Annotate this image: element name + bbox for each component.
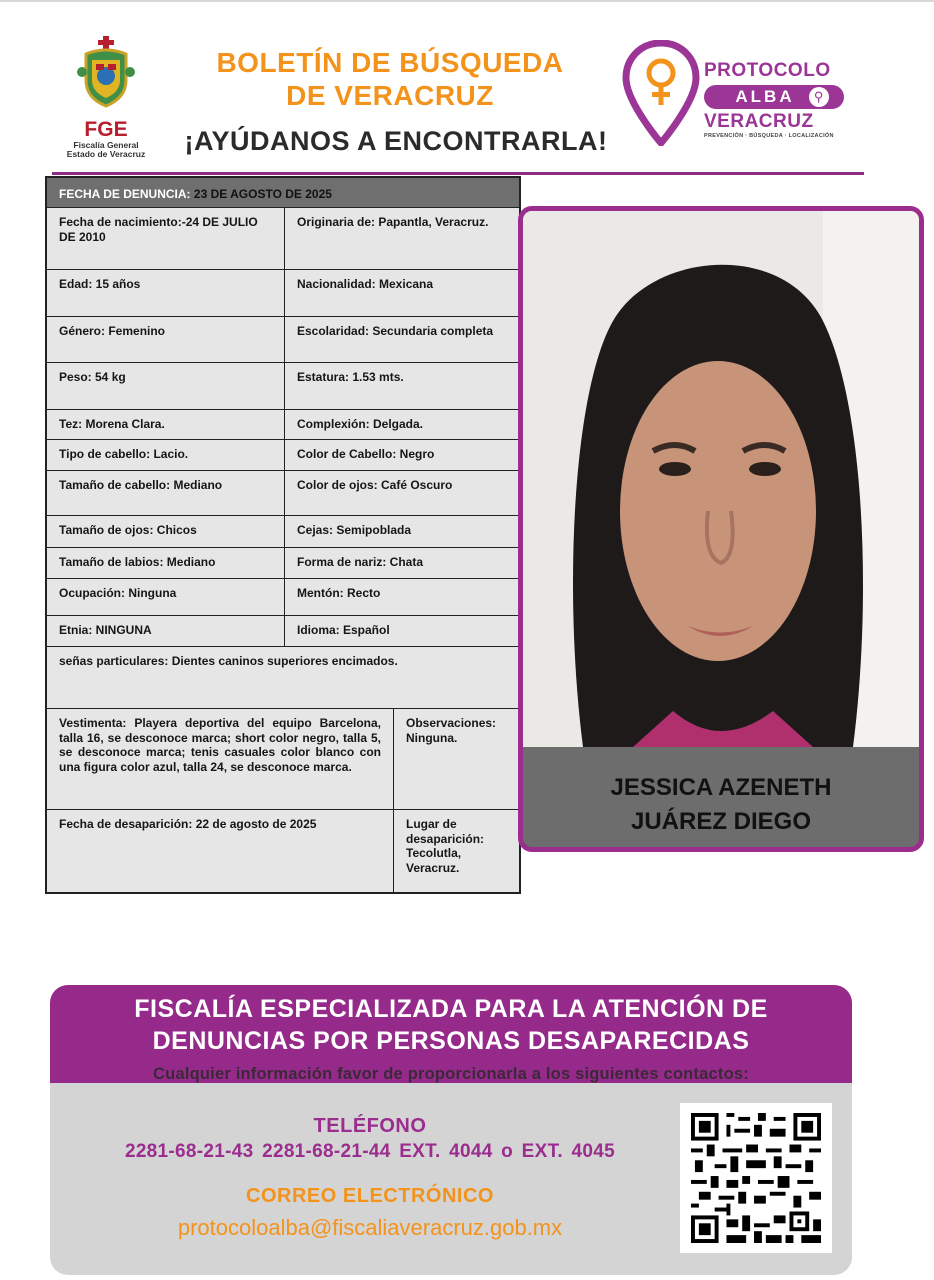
cell-forma-nariz: Forma de nariz: Chata xyxy=(297,555,424,569)
table-row xyxy=(47,471,519,516)
cell-escolaridad: Escolaridad: Secundaria completa xyxy=(297,324,494,338)
top-border xyxy=(0,0,934,2)
denuncia-header xyxy=(47,178,519,208)
table-row xyxy=(47,548,519,579)
phone-label: TELÉFONO xyxy=(313,1115,427,1137)
location-pin-female-icon xyxy=(622,40,700,146)
fge-logo xyxy=(56,36,156,160)
contact-panel xyxy=(50,985,852,1275)
cell-idioma: Idioma: Español xyxy=(297,623,390,637)
table-row xyxy=(47,516,519,548)
qr-code-graphic xyxy=(690,1113,822,1243)
table-row xyxy=(47,440,519,471)
name-line2: JUÁREZ DIEGO xyxy=(630,808,812,835)
title-line2: DE VERACRUZ xyxy=(286,80,494,111)
bulletin-subtitle: ¡AYÚDANOS A ENCONTRARLA! xyxy=(184,126,608,156)
photo-card xyxy=(518,206,924,852)
cell-color-ojos: Color de ojos: Café Oscuro xyxy=(297,478,453,492)
email-label: CORREO ELECTRÓNICO xyxy=(246,1185,494,1207)
table-row xyxy=(47,410,519,440)
cell-color-cabello: Color de Cabello: Negro xyxy=(297,447,435,461)
table-row xyxy=(47,709,519,810)
qr-code-icon[interactable] xyxy=(680,1103,832,1253)
table-row xyxy=(47,616,519,647)
denuncia-label: FECHA DE DENUNCIA: xyxy=(59,187,191,201)
cell-tamano-labios: Tamaño de labios: Mediano xyxy=(47,548,285,578)
bulletin-title xyxy=(160,46,620,112)
table-row xyxy=(47,317,519,363)
search-icon: ⚲ xyxy=(809,87,829,107)
table-row xyxy=(47,363,519,410)
contact-note: Cualquier información favor de proporcionarla a los siguientes contactos: xyxy=(153,1065,749,1083)
fge-seal-icon xyxy=(76,36,136,110)
cell-vestimenta: Vestimenta: Playera deportiva del equipo Barcelona, talla 16, se desconoce marca; short color negro, talla 5, se desconoce marca; tenis casuales color blanco con una figura color azul, talla 24, se desconoce marca. xyxy=(47,709,394,809)
name-line1: JESSICA AZENETH xyxy=(610,774,832,801)
fiscalia-title xyxy=(50,993,852,1057)
protocolo-alba-logo xyxy=(704,60,854,139)
phone-numbers[interactable]: 2281-68-21-43 2281-68-21-44 EXT. 4044 o EXT. 4045 xyxy=(124,1141,616,1162)
cell-fecha-desaparicion: Fecha de desaparición: 22 de agosto de 2025 xyxy=(47,810,394,892)
denuncia-value: 23 DE AGOSTO DE 2025 xyxy=(190,187,332,201)
cell-complexion: Complexión: Delgada. xyxy=(297,417,424,431)
cell-tez: Tez: Morena Clara. xyxy=(47,410,285,439)
cell-estatura: Estatura: 1.53 mts. xyxy=(297,370,404,384)
person-photo xyxy=(523,211,919,747)
alba-word: ALBA xyxy=(735,87,795,106)
cell-tamano-cabello: Tamaño de cabello: Mediano xyxy=(47,471,285,515)
fiscalia-title-line1: FISCALÍA ESPECIALIZADA PARA LA ATENCIÓN DE xyxy=(134,995,768,1023)
table-row xyxy=(47,810,519,892)
email-link[interactable]: protocoloalba@fiscaliaveracruz.gob.mx xyxy=(177,1215,563,1240)
fge-name-line2: Estado de Veracruz xyxy=(66,149,146,159)
alba-pill xyxy=(704,85,844,109)
table-row xyxy=(47,270,519,317)
title-line1: BOLETÍN DE BÚSQUEDA xyxy=(216,47,564,78)
header-divider xyxy=(52,172,864,175)
cell-fecha-nacimiento: Fecha de nacimiento:-24 DE JULIO DE 2010 xyxy=(47,208,285,269)
cell-originaria: Originaria de: Papantla, Veracruz. xyxy=(297,215,489,229)
fge-name-line1: Fiscalía General xyxy=(73,140,139,150)
cell-ocupacion: Ocupación: Ninguna xyxy=(47,579,285,615)
cell-lugar-desaparicion: Lugar de desaparición: Tecolutla, Veracruz. xyxy=(406,817,485,875)
cell-tamano-ojos: Tamaño de ojos: Chicos xyxy=(47,516,285,547)
cell-observaciones: Observaciones: Ninguna. xyxy=(406,716,497,745)
table-row xyxy=(47,647,519,709)
alba-veracruz: VERACRUZ xyxy=(704,111,814,132)
cell-cejas: Cejas: Semipoblada xyxy=(297,523,412,537)
cell-menton: Mentón: Recto xyxy=(297,586,381,600)
table-row xyxy=(47,579,519,616)
person-name xyxy=(523,771,919,839)
alba-protocolo: PROTOCOLO xyxy=(704,60,831,81)
cell-edad: Edad: 15 años xyxy=(47,270,285,316)
fge-abbr: FGE xyxy=(84,118,128,141)
cell-genero: Género: Femenino xyxy=(47,317,285,362)
cell-nacionalidad: Nacionalidad: Mexicana xyxy=(297,277,434,291)
cell-tipo-cabello: Tipo de cabello: Lacio. xyxy=(47,440,285,470)
cell-senas-particulares: señas particulares: Dientes caninos superiores encimados. xyxy=(59,654,398,668)
cell-peso: Peso: 54 kg xyxy=(47,363,285,409)
fiscalia-title-line2: DENUNCIAS POR PERSONAS DESAPARECIDAS xyxy=(152,1027,750,1055)
cell-etnia: Etnia: NINGUNA xyxy=(47,616,285,646)
person-data-table xyxy=(45,176,521,894)
table-row xyxy=(47,208,519,270)
alba-tagline: PREVENCIÓN · BÚSQUEDA · LOCALIZACIÓN xyxy=(704,133,834,139)
